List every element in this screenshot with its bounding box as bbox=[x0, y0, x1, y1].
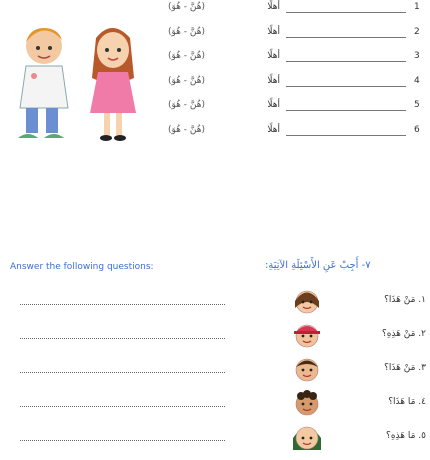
answer-line[interactable] bbox=[286, 37, 406, 38]
matching-options: (هُنَّ - هُوَ) bbox=[168, 75, 205, 86]
question-text: ٣. مَنْ هَذَا؟ bbox=[384, 363, 426, 373]
answer-line[interactable] bbox=[20, 440, 225, 441]
matching-options: (هُنَّ - هُوَ) bbox=[168, 2, 205, 12]
question-text: ١. مَنْ هَذَا؟ bbox=[384, 295, 426, 305]
face-icon bbox=[292, 286, 322, 316]
question-text: ٥. مَا هَذِهِ؟ bbox=[386, 431, 426, 441]
matching-word: أهلًا bbox=[267, 125, 280, 135]
matching-row bbox=[168, 27, 426, 47]
matching-word: أهلًا bbox=[267, 26, 280, 37]
instruction-english: Answer the following questions: bbox=[10, 262, 154, 272]
face-icon bbox=[292, 422, 322, 452]
matching-number: 5 bbox=[414, 100, 420, 111]
matching-word: أهلًا bbox=[267, 2, 280, 12]
matching-number: 1 bbox=[414, 2, 420, 12]
face-icon bbox=[292, 388, 322, 418]
matching-row bbox=[168, 100, 426, 120]
matching-word: أهلًا bbox=[267, 100, 280, 111]
answer-line[interactable] bbox=[20, 304, 225, 305]
matching-options: (هُنَّ - هُوَ) bbox=[168, 100, 205, 111]
question-row bbox=[0, 420, 430, 460]
answer-line[interactable] bbox=[20, 372, 225, 373]
matching-options: (هُنَّ - هُوَ) bbox=[168, 26, 205, 37]
matching-row bbox=[168, 76, 426, 96]
matching-number: 3 bbox=[414, 51, 420, 62]
girl-and-boy-icon bbox=[8, 18, 158, 153]
girl-figure bbox=[90, 28, 136, 141]
answer-line[interactable] bbox=[286, 12, 406, 13]
matching-options: (هُنَّ - هُوَ) bbox=[168, 125, 205, 135]
face-icon bbox=[292, 320, 322, 350]
matching-number: 6 bbox=[414, 125, 420, 135]
question-text: ٤. مَا هَذَا؟ bbox=[388, 397, 426, 407]
matching-row bbox=[168, 2, 426, 22]
answer-line[interactable] bbox=[20, 338, 225, 339]
face-icon bbox=[292, 354, 322, 384]
answer-line[interactable] bbox=[286, 135, 406, 136]
answer-line[interactable] bbox=[286, 110, 406, 111]
matching-row bbox=[168, 125, 426, 145]
matching-word: أهلًا bbox=[267, 75, 280, 86]
matching-row bbox=[168, 51, 426, 71]
question-text: ٢. مَنْ هَذِهِ؟ bbox=[381, 329, 426, 339]
answer-line[interactable] bbox=[286, 86, 406, 87]
matching-number: 4 bbox=[414, 75, 420, 86]
answer-line[interactable] bbox=[20, 406, 225, 407]
answer-line[interactable] bbox=[286, 61, 406, 62]
boy-figure bbox=[18, 28, 68, 138]
matching-number: 2 bbox=[414, 26, 420, 37]
matching-options: (هُنَّ - هُوَ) bbox=[168, 51, 205, 62]
instruction-arabic: ٧- أَجِبْ عَنِ الأَسْئِلَةِ الآتِيَةِ: bbox=[265, 260, 371, 271]
matching-word: أهلًا bbox=[267, 51, 280, 62]
